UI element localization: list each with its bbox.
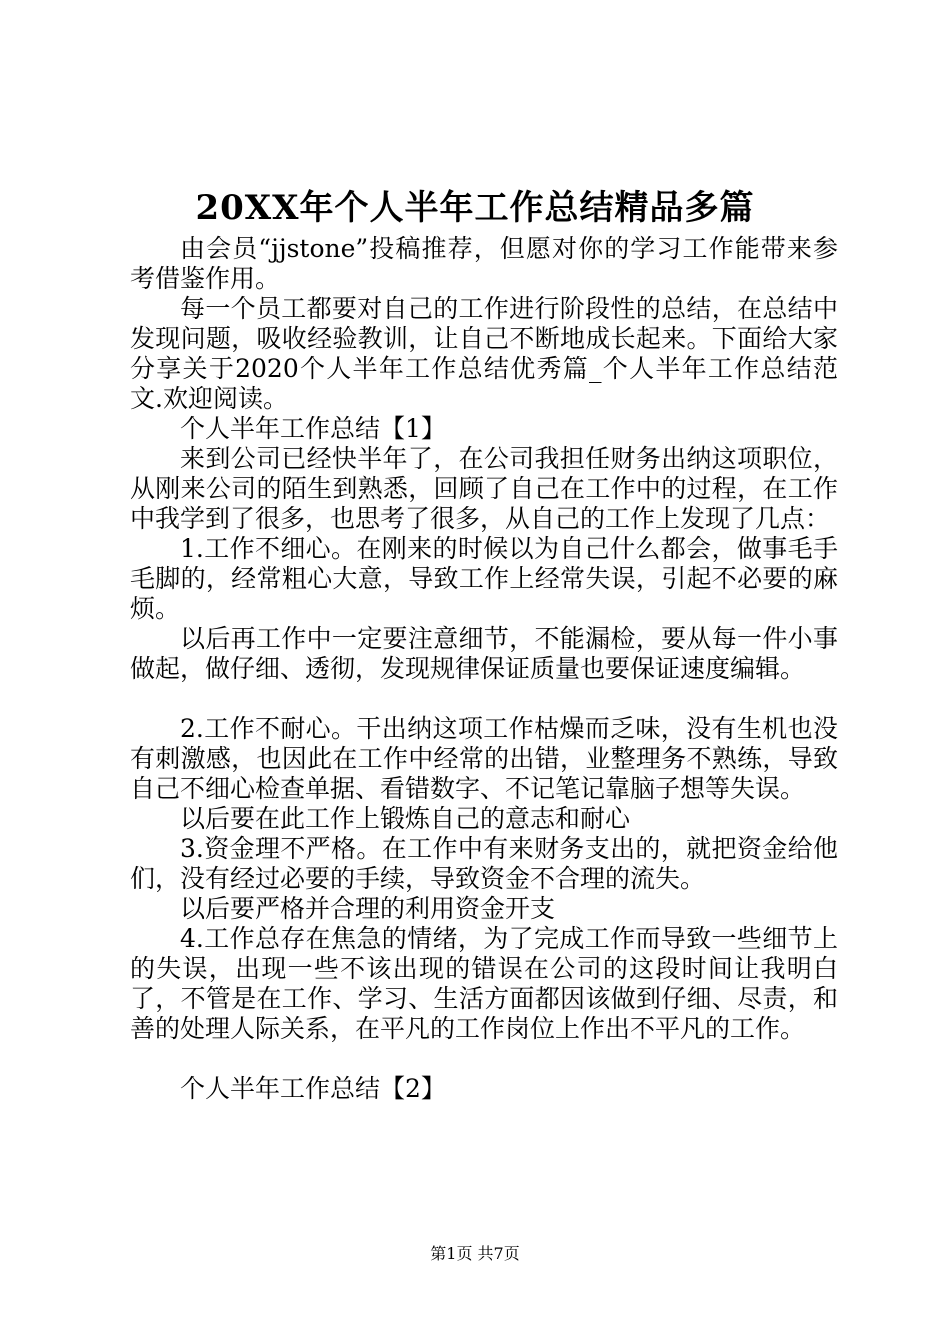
body-paragraph: 以后再工作中一定要注意细节，不能漏检，要从每一件小事做起，做仔细、透彻，发现规律保证质量也要保证速度编辑。: [130, 624, 838, 683]
body-paragraph: 以后要在此工作上锻炼自己的意志和耐心: [180, 804, 631, 833]
list-item: 2.工作不耐心。干出纳这项工作枯燥而乏味，没有生机也没有刺激感，也因此在工作中经常的出错，业整理务不熟练，导致自己不细心检查单据、看错数字、不记笔记靠脑子想等失误。: [130, 714, 838, 803]
body-paragraph: 每一个员工都要对自己的工作进行阶段性的总结，在总结中发现问题，吸收经验教训，让自己不断地成长起来。下面给大家分享关于2020个人半年工作总结优秀篇_个人半年工作总结范文.欢迎阅读。: [130, 294, 838, 413]
document-body: [130, 234, 838, 1104]
list-item: 4.工作总存在焦急的情绪，为了完成工作而导致一些细节上的失误，出现一些不该出现的错误在公司的这段时间让我明白了，不管是在工作、学习、生活方面都因该做到仔细、尽责，和善的处理人际关系，在平凡的工作岗位上作出不平凡的工作。: [130, 924, 838, 1043]
document-title: 20XX年个人半年工作总结精品多篇: [195, 188, 755, 228]
section-heading: 个人半年工作总结【2】: [180, 1074, 446, 1103]
section-heading: 个人半年工作总结【1】: [180, 414, 446, 443]
body-paragraph: 以后要严格并合理的利用资金开支: [180, 894, 556, 923]
page-number-footer: 第1页 共7页: [430, 1244, 520, 1263]
body-paragraph: 来到公司已经快半年了，在公司我担任财务出纳这项职位，从刚来公司的陌生到熟悉，回顾了自己在工作中的过程，在工作中我学到了很多，也思考了很多，从自己的工作上发现了几点：: [130, 444, 838, 533]
intro-paragraph: 由会员“jjstone”投稿推荐，但愿对你的学习工作能带来参考借鉴作用。: [130, 234, 838, 293]
list-item: 1.工作不细心。在刚来的时候以为自己什么都会，做事毛手毛脚的，经常粗心大意，导致工作上经常失误，引起不必要的麻烦。: [130, 534, 838, 623]
list-item: 3.资金理不严格。在工作中有来财务支出的，就把资金给他们，没有经过必要的手续，导致资金不合理的流失。: [130, 834, 838, 893]
